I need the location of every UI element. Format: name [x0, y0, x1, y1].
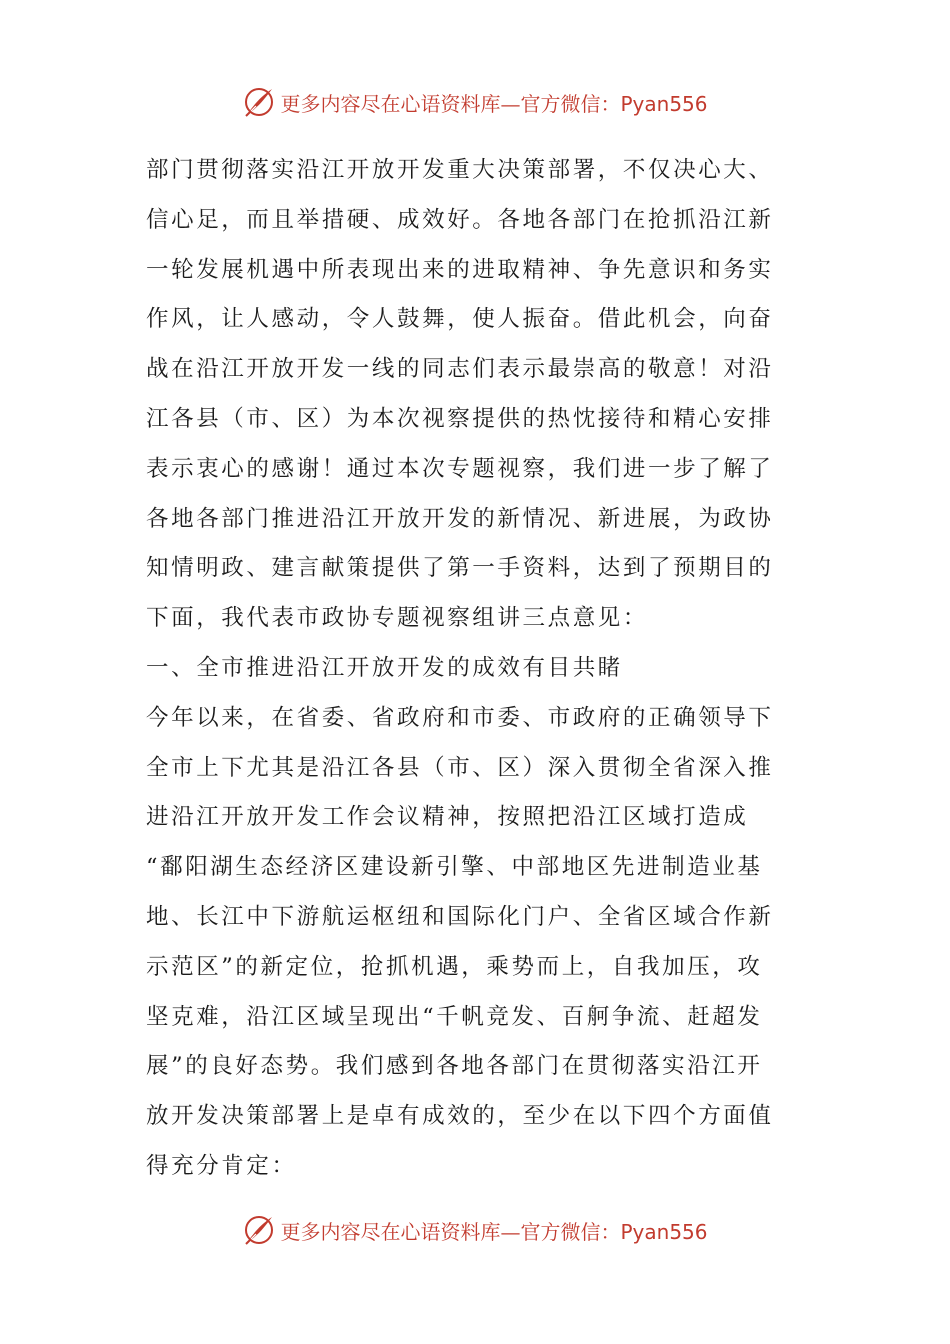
quill-pen-logo-icon — [242, 85, 276, 119]
header-wechat-id: Pyan556 — [620, 91, 708, 116]
footer-watermark-banner — [0, 1210, 950, 1250]
body-line: 各地各部门推进沿江开放开发的新情况、新进展，为政协 — [146, 505, 774, 532]
body-line: 放开发决策部署上是卓有成效的，至少在以下四个方面值 — [146, 1103, 774, 1130]
body-line: 坚克难，沿江区域呈现出“千帆竞发、百舸争流、赶超发 — [146, 1003, 763, 1030]
body-line: 今年以来，在省委、省政府和市委、市政府的正确领导下 — [146, 704, 774, 731]
body-line: 信心足，而且举措硬、成效好。各地各部门在抢抓沿江新 — [146, 206, 774, 233]
body-line: 地、长江中下游航运枢纽和国际化门户、全省区域合作新 — [146, 903, 774, 930]
body-line: 知情明政、建言献策提供了第一手资料，达到了预期目的 — [146, 555, 774, 582]
body-line: 进沿江开放开发工作会议精神，按照把沿江区域打造成 — [146, 804, 749, 831]
section-heading: 一、全市推进沿江开放开发的成效有目共睹 — [146, 654, 623, 681]
body-line: 江各县（市、区）为本次视察提供的热忱接待和精心安排 — [146, 405, 774, 432]
body-line: 作风，让人感动，令人鼓舞，使人振奋。借此机会，向奋 — [146, 306, 774, 333]
body-line: 战在沿江开放开发一线的同志们表示最崇高的敬意！对沿 — [146, 356, 774, 383]
header-banner-label: 更多内容尽在心语资料库—官方微信： — [280, 91, 621, 116]
body-line: 一轮发展机遇中所表现出来的进取精神、争先意识和务实 — [146, 256, 774, 283]
document-body — [146, 146, 816, 1192]
body-line: 展”的良好态势。我们感到各地各部门在贯彻落实沿江开 — [146, 1053, 763, 1080]
body-line: 部门贯彻落实沿江开放开发重大决策部署，不仅决心大、 — [146, 157, 774, 183]
header-banner-text — [280, 88, 707, 117]
body-line: 表示衷心的感谢！通过本次专题视察，我们进一步了解了 — [146, 455, 774, 482]
footer-banner-text — [280, 1216, 707, 1245]
body-line: 得充分肯定： — [146, 1152, 297, 1179]
header-watermark-banner — [0, 82, 950, 122]
body-line: 示范区”的新定位，抢抓机遇，乘势而上，自我加压，攻 — [146, 953, 763, 980]
body-line: 下面，我代表市政协专题视察组讲三点意见： — [146, 605, 649, 632]
body-line: 全市上下尤其是沿江各县（市、区）深入贯彻全省深入推 — [146, 754, 774, 781]
footer-banner-label: 更多内容尽在心语资料库—官方微信： — [280, 1219, 621, 1244]
body-line: “鄱阳湖生态经济区建设新引擎、中部地区先进制造业基 — [146, 854, 763, 881]
quill-pen-logo-icon — [242, 1213, 276, 1247]
footer-wechat-id: Pyan556 — [620, 1219, 708, 1244]
